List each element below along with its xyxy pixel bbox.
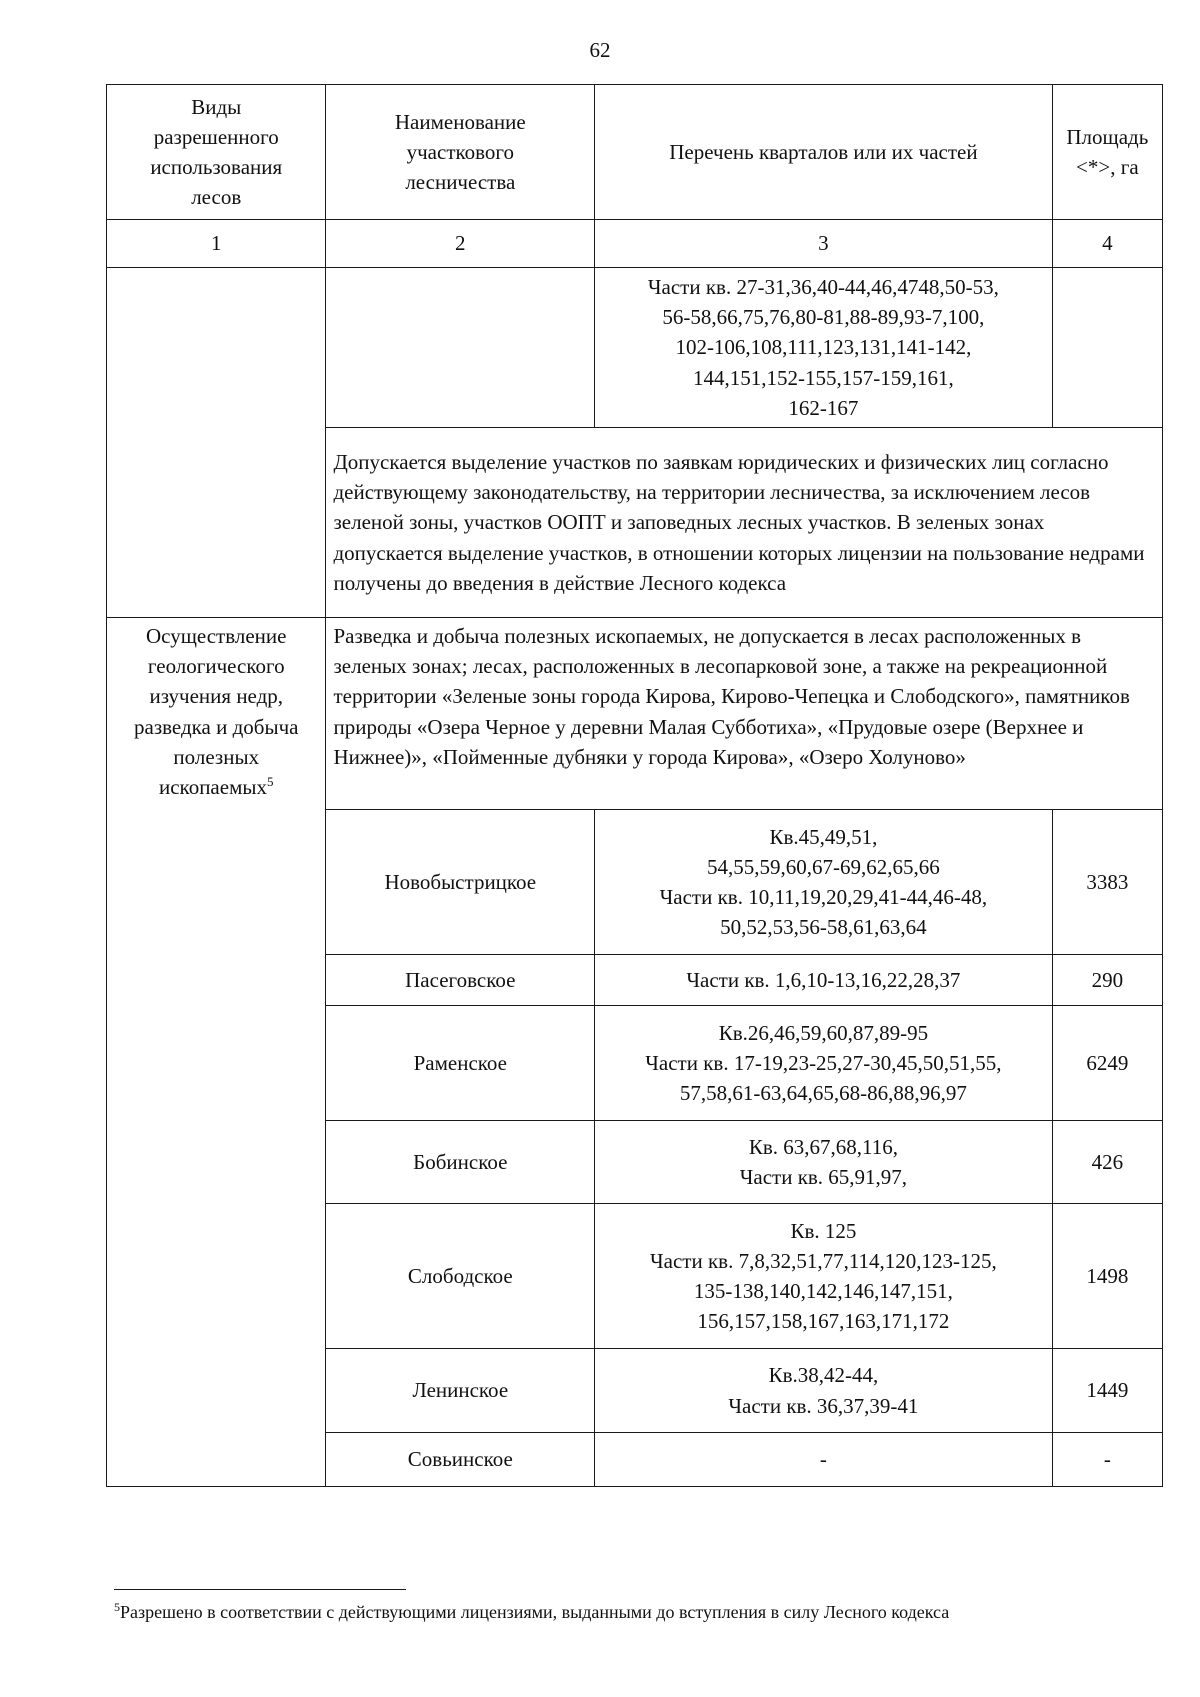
- continued-forestry-cell: [326, 268, 595, 428]
- area-cell: 290: [1052, 955, 1162, 1006]
- area-cell: 3383: [1052, 810, 1162, 955]
- geology-restriction-row: [107, 618, 1163, 810]
- footnote: [114, 1601, 1164, 1624]
- header-quarters-list: Перечень кварталов или их частей: [595, 85, 1053, 220]
- forestry-name-cell: Слободское: [326, 1204, 595, 1349]
- area-cell: 1449: [1052, 1349, 1162, 1433]
- continued-use-type-cell: [107, 268, 326, 618]
- forestry-name-cell: Новобыстрицкое: [326, 810, 595, 955]
- continued-quarters-row: [107, 268, 1163, 428]
- geology-use-type-text: Осуществление геологического изучения недр, разведка и добыча полезных ископаемых: [134, 624, 299, 800]
- column-number: 1: [107, 220, 326, 268]
- area-cell: 426: [1052, 1121, 1162, 1204]
- quarters-cell: Кв.26,46,59,60,87,89-95 Части кв. 17-19,23-25,27-30,45,50,51,55, 57,58,61-63,64,65,68-86,88,96,97: [595, 1006, 1053, 1121]
- quarters-cell: Кв.45,49,51, 54,55,59,60,67-69,62,65,66 Части кв. 10,11,19,20,29,41-44,46-48, 50,52,53,56-58,61,63,64: [595, 810, 1053, 955]
- quarters-cell: Кв. 63,67,68,116, Части кв. 65,91,97,: [595, 1121, 1053, 1204]
- footnote-marker: 5: [114, 1600, 120, 1614]
- geology-restriction-text: Разведка и добыча полезных ископаемых, не допускается в лесах расположенных в зеленых зонах; лесах, расположенных в лесопарковой зоне, а также на рекреационной территории «Зеленые зоны города Кирова, Кирово-Чепецка и Слободского», памятников природы «Озера Черное у деревни Малая Субботиха», «Прудовые озере (Верхнее и Нижнее)», «Пойменные дубняки у города Кирова», «Озеро Холуново»: [326, 618, 1163, 810]
- header-use-type: Виды разрешенного использования лесов: [107, 85, 326, 220]
- column-number: 4: [1052, 220, 1162, 268]
- column-number-row: [107, 220, 1163, 268]
- area-cell: [1052, 268, 1162, 428]
- quarters-cell: Кв. 125 Части кв. 7,8,32,51,77,114,120,123-125, 135-138,140,142,146,147,151, 156,157,158,167,163,171,172: [595, 1204, 1053, 1349]
- footnote-text: Разрешено в соответствии с действующими лицензиями, выданными до вступления в силу Лесного кодекса: [120, 1602, 950, 1622]
- footnote-ref: 5: [266, 774, 274, 790]
- geology-use-type-cell: [107, 618, 326, 1487]
- forestry-name-cell: Раменское: [326, 1006, 595, 1121]
- area-cell: -: [1052, 1433, 1162, 1487]
- area-cell: 6249: [1052, 1006, 1162, 1121]
- header-forestry-name: Наименование участкового лесничества: [326, 85, 595, 220]
- quarters-cell: Кв.38,42-44, Части кв. 36,37,39-41: [595, 1349, 1053, 1433]
- quarters-cell: Части кв. 1,6,10-13,16,22,28,37: [595, 955, 1053, 1006]
- forest-use-table: [106, 84, 1163, 1487]
- forestry-name-cell: Бобинское: [326, 1121, 595, 1204]
- allowed-note-text: Допускается выделение участков по заявкам юридических и физических лиц согласно действующему законодательству, на территории лесничества, за исключением лесов зеленой зоны, участков ООПТ и заповедных лесных участков. В зеленых зонах допускается выделение участков, в отношении которых лицензии на пользование недрами получены до введения в действие Лесного кодекса: [326, 428, 1163, 618]
- forestry-name-cell: Совьинское: [326, 1433, 595, 1487]
- footnote-divider: [114, 1589, 406, 1590]
- page-number: 62: [589, 38, 611, 62]
- quarters-cell: Части кв. 27-31,36,40-44,46,4748,50-53, 56-58,66,75,76,80-81,88-89,93-7,100, 102-106,108,111,123,131,141-142, 144,151,152-155,157-159,161, 162-167: [595, 268, 1053, 428]
- quarters-cell: -: [595, 1433, 1053, 1487]
- forestry-name-cell: Пасеговское: [326, 955, 595, 1006]
- header-area: Площадь <*>, га: [1052, 85, 1162, 220]
- area-cell: 1498: [1052, 1204, 1162, 1349]
- header-row: [107, 85, 1163, 220]
- forestry-name-cell: Ленинское: [326, 1349, 595, 1433]
- column-number: 3: [595, 220, 1053, 268]
- column-number: 2: [326, 220, 595, 268]
